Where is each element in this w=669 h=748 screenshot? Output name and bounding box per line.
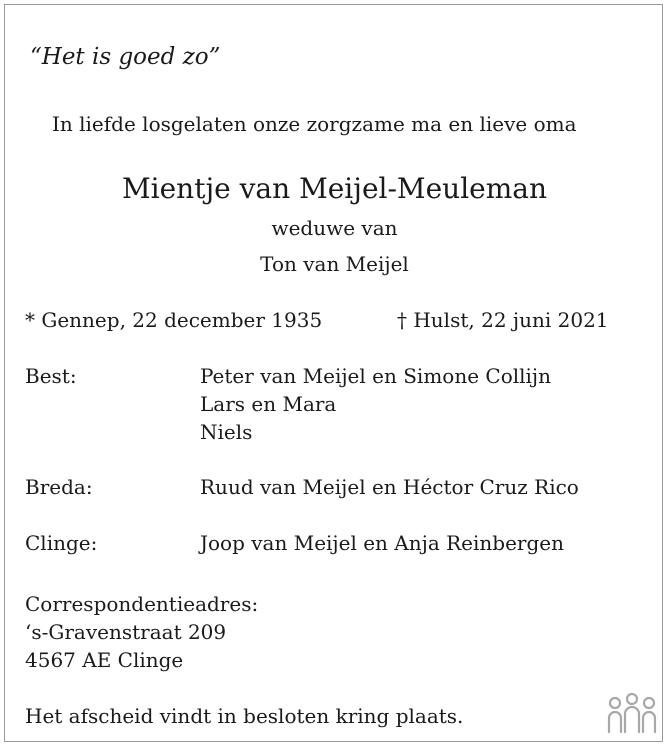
spouse-name: Ton van Meijel [260,252,409,276]
family-member: Niels [200,420,253,444]
family-names-clinge [200,529,564,557]
closing-text: Het afscheid vindt in besloten kring plaats. [25,704,464,728]
family-names-breda [200,473,579,501]
deceased-name: Mientje van Meijel-Meuleman [121,172,548,205]
birth-date: * Gennep, 22 december 1935 [25,308,323,332]
family-member: Peter van Meijel en Simone Collijn [200,364,552,388]
motto: “Het is goed zo” [30,44,221,70]
family-member: Lars en Mara [200,392,337,416]
intro-text: In liefde losgelaten onze zorgzame ma en lieve oma [52,112,577,136]
family-member: Ruud van Meijel en Héctor Cruz Rico [200,475,579,499]
relation-text: weduwe van [271,216,398,240]
family-place-best: Best: [25,364,77,388]
correspondence-label: Correspondentieadres: [25,592,259,616]
death-date: † Hulst, 22 juni 2021 [397,308,609,332]
family-place-breda: Breda: [25,475,93,499]
family-names-best [200,362,551,446]
family-member: Joop van Meijel en Anja Reinbergen [200,531,564,555]
people-group-logo-icon [606,692,658,734]
correspondence-street: ‘s-Gravenstraat 209 [25,620,227,644]
family-place-clinge: Clinge: [25,531,98,555]
correspondence-address [25,590,258,674]
correspondence-city: 4567 AE Clinge [25,648,184,672]
